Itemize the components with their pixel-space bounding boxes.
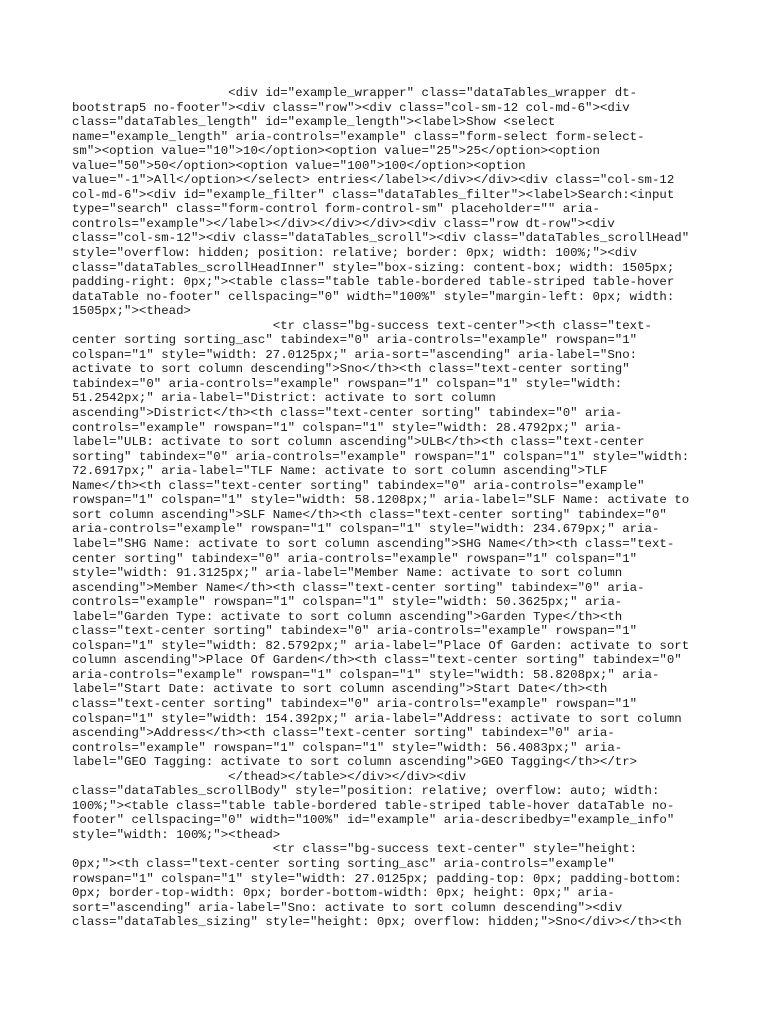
source-line: label="Garden Type: activate to sort column ascending">Garden Type</th><th <box>72 609 623 624</box>
source-line: tabindex="0" aria-controls="example" rowspan="1" colspan="1" style="width: <box>72 376 623 391</box>
source-line: name="example_length" aria-controls="example" class="form-select form-select- <box>72 129 645 144</box>
source-line: class="dataTables_length" id="example_length"><label>Show <select <box>72 115 556 130</box>
source-line: </thead></table></div></div><div <box>72 769 467 784</box>
source-line: 51.2542px;" aria-label="District: activate to sort column <box>72 391 496 406</box>
source-line: style="width: 91.3125px;" aria-label="Member Name: activate to sort column <box>72 566 623 581</box>
source-line: 0px; border-top-width: 0px; border-bottom-width: 0px; height: 0px;" aria- <box>72 886 615 901</box>
source-line: center sorting sorting_asc" tabindex="0" aria-controls="example" rowspan="1" <box>72 333 638 348</box>
source-line: ascending">Address</th><th class="text-center sorting" tabindex="0" aria- <box>72 726 615 741</box>
source-line: ascending">District</th><th class="text-center sorting" tabindex="0" aria- <box>72 406 623 421</box>
source-line: sm"><option value="10">10</option><option value="25">25</option><option <box>72 144 600 159</box>
source-line: 100%;"><table class="table table-bordered table-striped table-hover dataTable no- <box>72 798 675 813</box>
source-line: activate to sort column descending">Sno</th><th class="text-center sorting" <box>72 362 630 377</box>
source-line: 1505px;"><thead> <box>72 304 191 319</box>
source-line: 0px;"><th class="text-center sorting sorting_asc" aria-controls="example" <box>72 856 615 871</box>
source-line: class="dataTables_scrollHeadInner" style="box-sizing: content-box; width: 1505px; <box>72 260 675 275</box>
source-line: class="text-center sorting" tabindex="0" aria-controls="example" rowspan="1" <box>72 624 638 639</box>
source-line: value="-1">All</option></select> entries</label></div></div><div class="col-sm-12 <box>72 173 675 188</box>
source-line: aria-controls="example" rowspan="1" colspan="1" style="width: 234.679px;" aria- <box>72 522 660 537</box>
source-line: class="text-center sorting" tabindex="0" aria-controls="example" rowspan="1" <box>72 696 638 711</box>
source-line: footer" cellspacing="0" width="100%" id="example" aria-describedby="example_info" <box>72 813 675 828</box>
source-line: colspan="1" style="width: 27.0125px;" aria-sort="ascending" aria-label="Sno: <box>72 347 638 362</box>
source-line: controls="example" rowspan="1" colspan="1" style="width: 56.4083px;" aria- <box>72 740 623 755</box>
source-line: rowspan="1" colspan="1" style="width: 27.0125px; padding-top: 0px; padding-bottom: <box>72 871 682 886</box>
source-line: 72.6917px;" aria-label="TLF Name: activate to sort column ascending">TLF <box>72 464 608 479</box>
html-source-text <box>72 86 700 930</box>
source-line: controls="example" rowspan="1" colspan="1" style="width: 28.4792px;" aria- <box>72 420 623 435</box>
source-line: padding-right: 0px;"><table class="table table-bordered table-striped table-hover <box>72 275 675 290</box>
source-line: controls="example" rowspan="1" colspan="1" style="width: 50.3625px;" aria- <box>72 595 623 610</box>
source-line: colspan="1" style="width: 82.5792px;" aria-label="Place Of Garden: activate to sort <box>72 638 690 653</box>
source-line: controls="example"></label></div></div></div><div class="row dt-row"><div <box>72 216 615 231</box>
source-line: sort column ascending">SLF Name</th><th class="text-center sorting" tabindex="0" <box>72 507 667 522</box>
source-line: col-md-6"><div id="example_filter" class="dataTables_filter"><label>Search:<input <box>72 187 675 202</box>
source-line: label="SHG Name: activate to sort column ascending">SHG Name</th><th class="text- <box>72 536 675 551</box>
source-line: aria-controls="example" rowspan="1" colspan="1" style="width: 58.8208px;" aria- <box>72 667 660 682</box>
source-line: label="Start Date: activate to sort column ascending">Start Date</th><th <box>72 682 608 697</box>
source-line: ascending">Member Name</th><th class="text-center sorting" tabindex="0" aria- <box>72 580 645 595</box>
source-line: rowspan="1" colspan="1" style="width: 58.1208px;" aria-label="SLF Name: activate to <box>72 493 690 508</box>
source-line: center sorting" tabindex="0" aria-controls="example" rowspan="1" colspan="1" <box>72 551 638 566</box>
source-line: <div id="example_wrapper" class="dataTables_wrapper dt- <box>72 86 638 100</box>
source-line: column ascending">Place Of Garden</th><th class="text-center sorting" tabindex="0" <box>72 653 682 668</box>
source-line: class="dataTables_scrollBody" style="position: relative; overflow: auto; width: <box>72 784 660 799</box>
source-line: label="ULB: activate to sort column ascending">ULB</th><th class="text-center <box>72 435 645 450</box>
source-line: class="dataTables_sizing" style="height: 0px; overflow: hidden;">Sno</div></th><th <box>72 915 682 930</box>
source-line: dataTable no-footer" cellspacing="0" width="100%" style="margin-left: 0px; width: <box>72 289 675 304</box>
source-line: sorting" tabindex="0" aria-controls="example" rowspan="1" colspan="1" style="width: <box>72 449 690 464</box>
source-line: <tr class="bg-success text-center"><th class="text- <box>72 318 652 333</box>
source-line: value="50">50</option><option value="100">100</option><option <box>72 158 526 173</box>
source-line: type="search" class="form-control form-control-sm" placeholder="" aria- <box>72 202 600 217</box>
source-line: style="width: 100%;"><thead> <box>72 827 281 842</box>
source-line: Name</th><th class="text-center sorting" tabindex="0" aria-controls="example" <box>72 478 645 493</box>
source-line: sort="ascending" aria-label="Sno: activate to sort column descending"><div <box>72 900 623 915</box>
source-line: class="col-sm-12"><div class="dataTables_scroll"><div class="dataTables_scrollHead" <box>72 231 690 246</box>
source-line: label="GEO Tagging: activate to sort column ascending">GEO Tagging</th></tr> <box>72 755 638 770</box>
source-line: style="overflow: hidden; position: relative; border: 0px; width: 100%;"><div <box>72 246 638 261</box>
source-line: bootstrap5 no-footer"><div class="row"><div class="col-sm-12 col-md-6"><div <box>72 100 630 115</box>
source-line: <tr class="bg-success text-center" style="height: <box>72 842 638 857</box>
source-line: colspan="1" style="width: 154.392px;" aria-label="Address: activate to sort column <box>72 711 682 726</box>
